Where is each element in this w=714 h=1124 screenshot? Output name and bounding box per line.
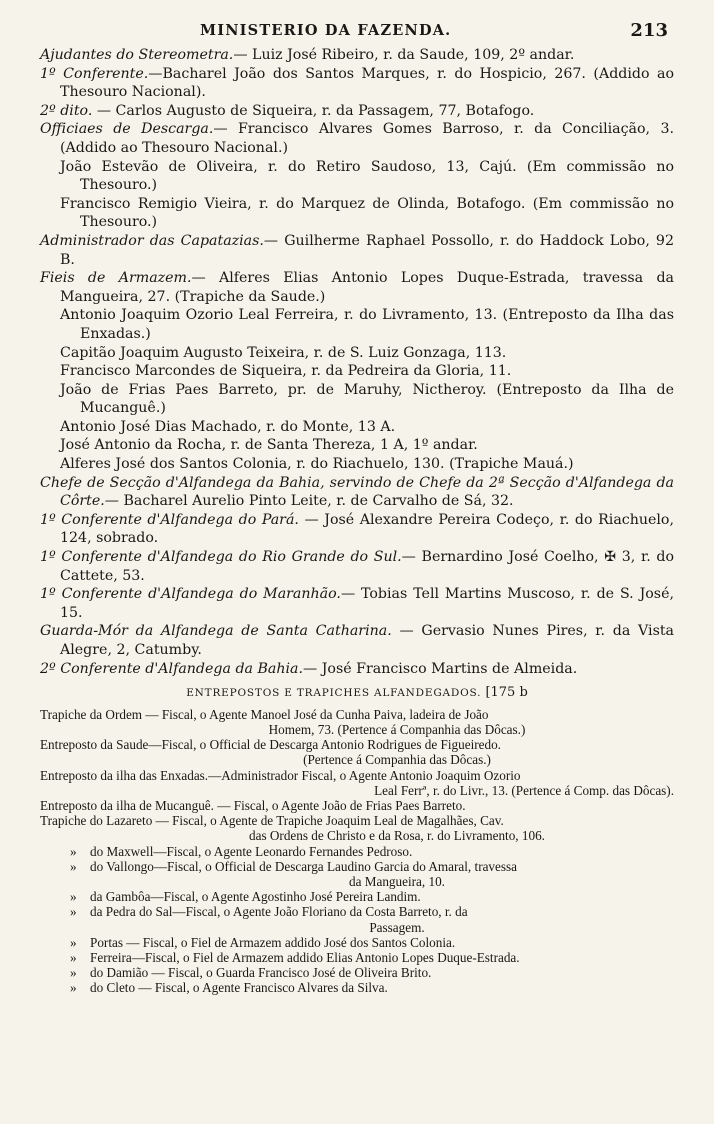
ditto-mark: »: [70, 843, 77, 859]
section-heading: [40, 684, 674, 703]
warehouse-entry: [40, 768, 674, 798]
ditto-mark: »: [70, 889, 77, 905]
personnel-entry: [40, 585, 674, 622]
personnel-entry: [40, 511, 674, 548]
personnel-entry: [40, 474, 674, 511]
warehouse-line: Entreposto da Saude—Fiscal, o Official de Descarga Antonio Rodrigues de Figueiredo.: [40, 737, 501, 753]
warehouse-line: Entreposto da ilha das Enxadas.—Administrador Fiscal, o Agente Antonio Joaquim Ozorio: [40, 767, 521, 783]
entry-text: — Francisco Alvares Gomes Barroso, r. da Conciliação, 3. (Addido ao Thesouro Nacional.): [60, 121, 674, 156]
entry-text: Alferes José dos Santos Colonia, r. do Riachuelo, 130. (Trapiche Mauá.): [60, 456, 574, 473]
entry-text: — José Alexandre Pereira Codeço, r. do Riachuelo, 124, sobrado.: [60, 511, 674, 547]
entry-text: João Estevão de Oliveira, r. do Retiro Saudoso, 13, Cajú. (Em commissão no Thesouro.): [60, 158, 674, 194]
sub-warehouse-text: do Maxwell—Fiscal, o Agente Leonardo Fernandes Pedroso.: [90, 843, 413, 859]
section-title: ENTREPOSTOS E TRAPICHES ALFANDEGADOS.: [186, 687, 482, 700]
entry-text: Antonio José Dias Machado, r. do Monte, 13 A.: [60, 418, 396, 435]
personnel-entry: [40, 65, 674, 102]
sub-warehouse-text: da Gambôa—Fiscal, o Agente Agostinho José Pereira Landim.: [90, 889, 421, 905]
ditto-mark: »: [70, 965, 77, 981]
warehouse-line: Trapiche do Lazareto — Fiscal, o Agente de Trapiche Joaquim Leal de Magalhães, Cav.: [40, 813, 504, 829]
personnel-entry: [40, 548, 674, 585]
warehouse-continuation: (Pertence á Companhia das Dôcas.): [303, 752, 491, 768]
personnel-entry: [40, 660, 674, 679]
personnel-entry: [40, 381, 674, 418]
personnel-entry: [40, 102, 674, 121]
warehouse-entry: [40, 798, 674, 813]
entry-text: Francisco Remigio Vieira, r. do Marquez de Olinda, Botafogo. (Em commissão no Thesouro.): [60, 195, 674, 231]
personnel-entry: [40, 622, 674, 659]
sub-warehouse-text: do Vallongo—Fiscal, o Official de Descarga Laudino Garcia do Amaral, travessa: [90, 858, 518, 874]
personnel-entry: [40, 195, 674, 232]
entry-text: — Carlos Augusto de Siqueira, r. da Passagem, 77, Botafogo.: [92, 102, 535, 119]
personnel-list: [40, 46, 674, 678]
warehouse-line: Trapiche da Ordem — Fiscal, o Agente Manoel José da Cunha Paiva, ladeira de João: [40, 706, 489, 722]
entry-text: — Bacharel Aurelio Pinto Leite, r. de Carvalho de Sá, 32.: [104, 493, 514, 510]
sub-warehouse-entry: [40, 859, 674, 889]
ditto-mark: »: [70, 934, 77, 950]
ditto-mark: »: [70, 858, 77, 874]
sub-warehouse-text: da Pedra do Sal—Fiscal, o Agente João Floriano da Costa Barreto, r. da: [90, 904, 468, 920]
page-number: 213: [630, 20, 668, 41]
entry-title: Ajudantes do Stereometra.: [40, 47, 234, 63]
warehouse-line: Entreposto da ilha de Mucanguê. — Fiscal, o Agente João de Frias Paes Barreto.: [40, 798, 466, 813]
page-body: [40, 46, 674, 996]
sub-warehouse-continuation: da Mangueira, 10.: [349, 874, 445, 890]
sub-warehouse-entry: [40, 844, 674, 859]
entry-title: Fieis de Armazem.: [40, 270, 192, 287]
sub-warehouse-row: [40, 980, 674, 995]
sub-warehouse-row: [40, 965, 674, 980]
sub-warehouse-text: do Cleto — Fiscal, o Agente Francisco Alvares da Silva.: [90, 980, 388, 996]
entry-text: — Alferes Elias Antonio Lopes Duque-Estrada, travessa da Mangueira, 27. (Trapiche da Saude.): [60, 270, 674, 305]
sub-warehouse-entry: [40, 889, 674, 904]
personnel-entry: [40, 269, 674, 306]
warehouse-entry: [40, 813, 674, 843]
page-title: MINISTERIO DA FAZENDA.: [200, 22, 452, 39]
sub-warehouse-text: do Damião — Fiscal, o Guarda Francisco José de Oliveira Brito.: [90, 965, 432, 981]
personnel-entry: [40, 232, 674, 269]
entry-title: Officiaes de Descarga.: [40, 121, 214, 138]
warehouse-continuation: Homem, 73. (Pertence á Companhia das Dôcas.): [268, 721, 526, 737]
entry-text: — José Francisco Martins de Almeida.: [303, 660, 578, 677]
entry-text: — Tobias Tell Martins Muscoso, r. de S. José, 15.: [60, 586, 674, 621]
entry-title: 1º Conferente d'Alfandega do Rio Grande do Sul.: [40, 549, 402, 566]
sub-warehouse-continuation: Passagem.: [369, 919, 425, 935]
ditto-mark: »: [70, 904, 77, 920]
entry-text: Capitão Joaquim Augusto Teixeira, r. de S. Luiz Gonzaga, 113.: [60, 344, 507, 361]
ditto-mark: »: [70, 950, 77, 966]
personnel-entry: [40, 306, 674, 343]
sub-warehouse-row: [40, 904, 674, 919]
entry-title: 1º Conferente d'Alfandega do Pará.: [40, 511, 299, 528]
sub-warehouse-row: [40, 935, 674, 950]
entry-title: Guarda-Mór da Alfandega de Santa Catharina.: [40, 623, 392, 640]
personnel-entry: [40, 418, 674, 437]
sub-warehouse-entry: [40, 904, 674, 934]
sub-warehouse-row: [40, 889, 674, 904]
entry-text: — Gervasio Nunes Pires, r. da Vista Alegre, 2, Catumby.: [60, 623, 675, 658]
sub-warehouse-entry: [40, 950, 674, 965]
warehouse-entry: [40, 707, 674, 737]
entry-title: 1º Conferente d'Alfandega do Maranhão.: [40, 586, 341, 603]
entry-text: —Bacharel João dos Santos Marques, r. do Hospicio, 267. (Addido ao Thesouro Nacional).: [60, 65, 674, 101]
personnel-entry: [40, 344, 674, 363]
page-header: [40, 20, 674, 44]
entry-text: Antonio Joaquim Ozorio Leal Ferreira, r. do Livramento, 13. (Entreposto da Ilha das Enxadas.): [60, 307, 674, 342]
entry-text: José Antonio da Rocha, r. de Santa Thereza, 1 A, 1º andar.: [60, 437, 478, 454]
entry-title: 2º dito.: [40, 102, 93, 119]
entry-text: Francisco Marcondes de Siqueira, r. da Pedreira da Gloria, 11.: [60, 363, 512, 380]
warehouse-list: [40, 707, 674, 996]
sub-warehouse-row: [40, 844, 674, 859]
warehouse-entry: [40, 737, 674, 767]
personnel-entry: [40, 120, 674, 157]
personnel-entry: [40, 46, 674, 65]
entry-text: João de Frias Paes Barreto, pr. de Maruhy, Nictheroy. (Entreposto da Ilha de Mucanguê.): [60, 381, 674, 417]
warehouse-continuation: Leal Ferrª, r. do Livr., 13. (Pertence á Comp. das Dôcas).: [374, 782, 674, 798]
entry-title: Administrador das Capatazias.: [40, 232, 264, 249]
entry-text: — Luiz José Ribeiro, r. da Saude, 109, 2º andar.: [233, 47, 575, 63]
section-reference: [175 b: [485, 685, 528, 701]
personnel-entry: [40, 455, 674, 474]
sub-warehouse-text: Ferreira—Fiscal, o Fiel de Armazem addido Elias Antonio Lopes Duque-Estrada.: [90, 950, 520, 966]
entry-title: Chefe de Secção d'Alfandega da Bahia, servindo de Chefe da 2ª Secção d'Alfandega da Côrte.: [40, 474, 674, 510]
sub-warehouse-text: Portas — Fiscal, o Fiel de Armazem addido José dos Santos Colonia.: [90, 934, 456, 950]
sub-warehouse-entry: [40, 980, 674, 995]
sub-warehouse-row: [40, 859, 674, 874]
personnel-entry: [40, 362, 674, 381]
sub-warehouse-row: [40, 950, 674, 965]
personnel-entry: [40, 158, 674, 195]
personnel-entry: [40, 436, 674, 455]
sub-warehouse-entry: [40, 965, 674, 980]
entry-title: 1º Conferente.: [40, 65, 149, 82]
sub-warehouse-entry: [40, 935, 674, 950]
warehouse-continuation: das Ordens de Christo e da Rosa, r. do Livramento, 106.: [249, 828, 545, 844]
ditto-mark: »: [70, 980, 77, 996]
entry-title: 2º Conferente d'Alfandega da Bahia.: [40, 660, 304, 677]
entry-text: — Bernardino José Coelho, ✠ 3, r. do Cattete, 53.: [60, 549, 674, 584]
entry-text: — Guilherme Raphael Possollo, r. do Haddock Lobo, 92 B.: [60, 232, 674, 268]
